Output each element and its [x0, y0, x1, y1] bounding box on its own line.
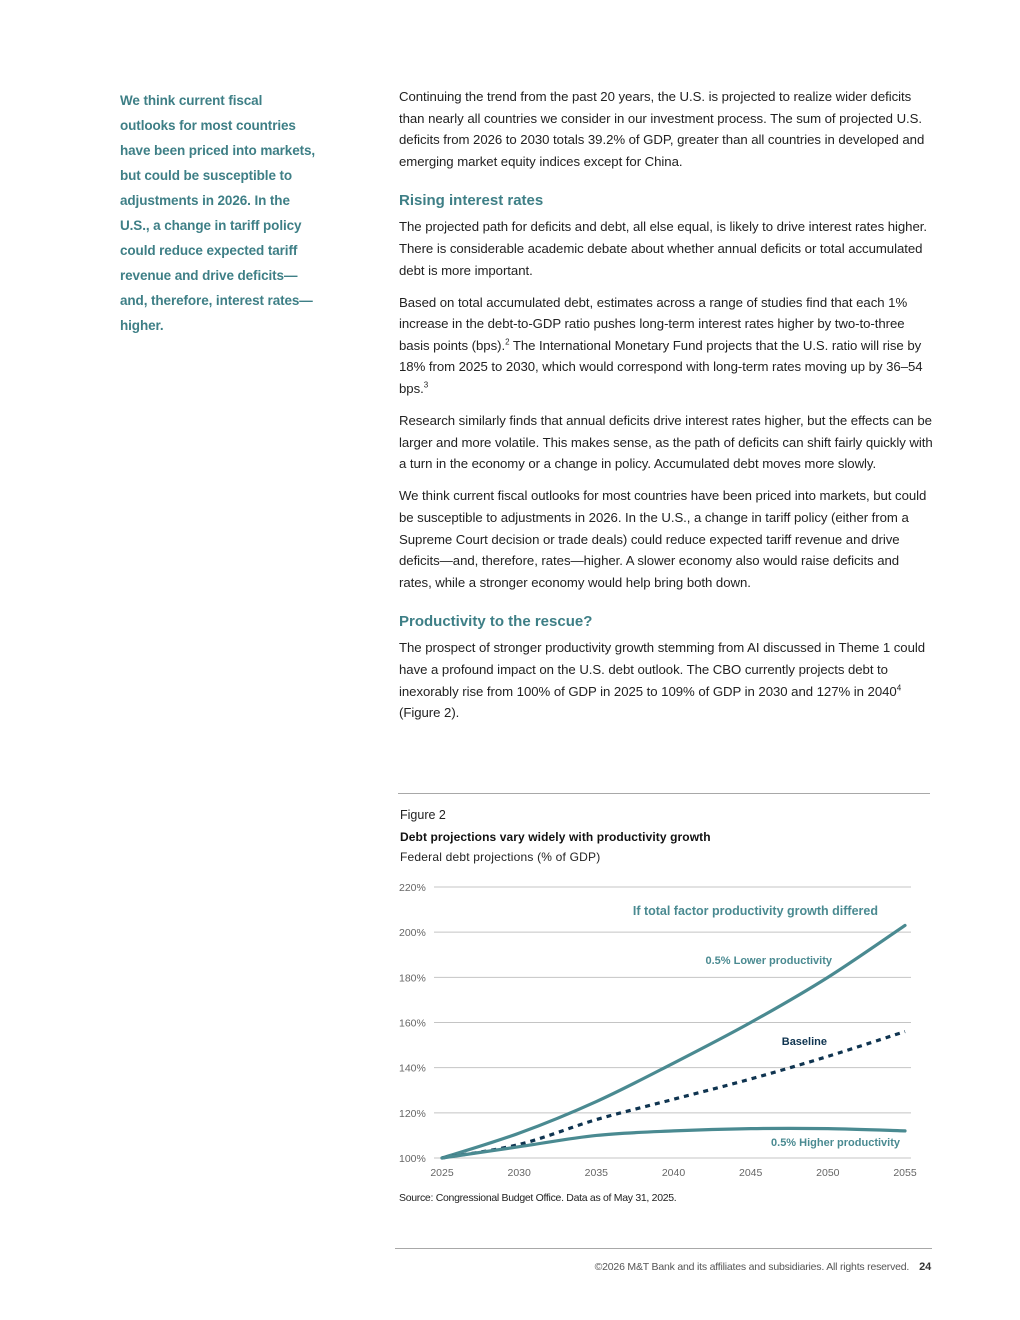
x-tick-label: 2050 [816, 1167, 840, 1179]
x-tick-label: 2055 [893, 1167, 917, 1179]
footnote-4[interactable]: 4 [896, 683, 902, 693]
y-tick-label: 200% [399, 927, 426, 940]
paragraph-accumulated-debt: Based on total accumulated debt, estimates across a range of studies find that each 1% increase in the debt-to-GDP ratio pushes long-term interest rates higher by two-to-three basis points (bps).$^2$ The International Monetary Fund projects that the U.S. ratio will rise by 18% from 2025 to 2030, which would correspond with long-term rates moving up by 36–54 bps.$^3$ [399, 294, 923, 397]
x-tick-label: 2035 [584, 1167, 609, 1179]
page-footer [595, 1261, 931, 1273]
footnote-2[interactable]: 2 [505, 337, 510, 347]
y-tick-label: 180% [399, 972, 426, 985]
paragraph-deficits: Continuing the trend from the past 20 years, the U.S. is projected to realize wider deficits than nearly all countries we consider in our investment process. The sum of projected U.S. deficits from 2026 to 2030 totals 39.2% of GDP, greater than all countries in developed and emerging market equity indices except for China. [399, 89, 925, 169]
series-lower-productivity [442, 925, 905, 1158]
x-tick-label: 2025 [430, 1167, 454, 1179]
y-tick-label: 160% [399, 1017, 426, 1030]
label-higher-productivity: 0.5% Higher productivity [771, 1137, 900, 1149]
chart-series [442, 925, 905, 1158]
y-tick-label: 120% [399, 1107, 426, 1120]
chart-annotation: If total factor productivity growth differed [632, 904, 878, 918]
x-tick-label: 2030 [507, 1167, 531, 1179]
chart-gridlines [434, 887, 911, 1158]
page-number: 24 [919, 1261, 931, 1273]
y-axis-ticks [399, 882, 426, 1165]
y-tick-label: 100% [399, 1153, 426, 1165]
heading-rising-interest-rates: Rising interest rates [399, 192, 544, 210]
footnote-3[interactable]: 3 [423, 380, 429, 390]
series-higher-productivity [442, 1128, 905, 1158]
paragraph-path: The projected path for deficits and debt, all else equal, is likely to drive interest rates higher. There is considerable academic debate about whether annual deficits or total accumulated debt is more important. [399, 219, 927, 278]
y-tick-label: 140% [399, 1062, 426, 1075]
copyright-text: ©2026 M&T Bank and its affiliates and subsidiaries. All rights reserved. [594, 1261, 910, 1273]
paragraph-fiscal-outlooks: We think current fiscal outlooks for most countries have been priced into markets, but could be susceptible to adjustments in 2026. In the U.S., a change in tariff policy (either from a Supreme Court decision or trade deals) could reduce expected tariff revenue and drive deficits—and, therefore, rates—higher. A slower economy also would raise deficits and rates, while a stronger economy would help bring both down. [399, 488, 927, 590]
label-baseline: Baseline [781, 1036, 827, 1048]
figure-title: Debt projections vary widely with productivity growth [400, 830, 711, 844]
y-tick-label: 220% [399, 882, 426, 894]
figure-divider [398, 793, 930, 794]
figure-subtitle: Federal debt projections (% of GDP) [400, 850, 601, 864]
figure-source: Source: Congressional Budget Office. Data as of May 31, 2025. [399, 1192, 677, 1204]
x-tick-label: 2045 [738, 1167, 763, 1179]
label-lower-productivity: 0.5% Lower productivity [705, 955, 832, 967]
series-baseline [442, 1032, 905, 1158]
pull-quote: We think current fiscal outlooks for most countries have been priced into markets, but could be susceptible to adjustments in 2026. In the U.S., a change in tariff policy could reduce expected tariff revenue and drive deficits—and, therefore, interest rates—higher. [120, 93, 316, 333]
figure-label: Figure 2 [400, 808, 446, 822]
x-axis-ticks [430, 1167, 917, 1179]
paragraph-annual-deficits: Research similarly finds that annual deficits drive interest rates higher, but the effects can be larger and more volatile. This makes sense, as the path of deficits can shift fairly quickly with a turn in the economy or a change in policy. Accumulated debt moves more slowly. [399, 413, 933, 472]
article-body [399, 86, 934, 734]
footer-divider [395, 1248, 932, 1249]
heading-productivity: Productivity to the rescue? [399, 613, 593, 631]
x-tick-label: 2040 [661, 1167, 686, 1179]
paragraph-productivity: The prospect of stronger productivity growth stemming from AI discussed in Theme 1 could have a profound impact on the U.S. debt outlook. The CBO currently projects debt to inexorably rise from 100% of GDP in 2025 to 109% of GDP in 2030 and 127% in 2040$^4$ (Figure 2). [399, 640, 926, 721]
